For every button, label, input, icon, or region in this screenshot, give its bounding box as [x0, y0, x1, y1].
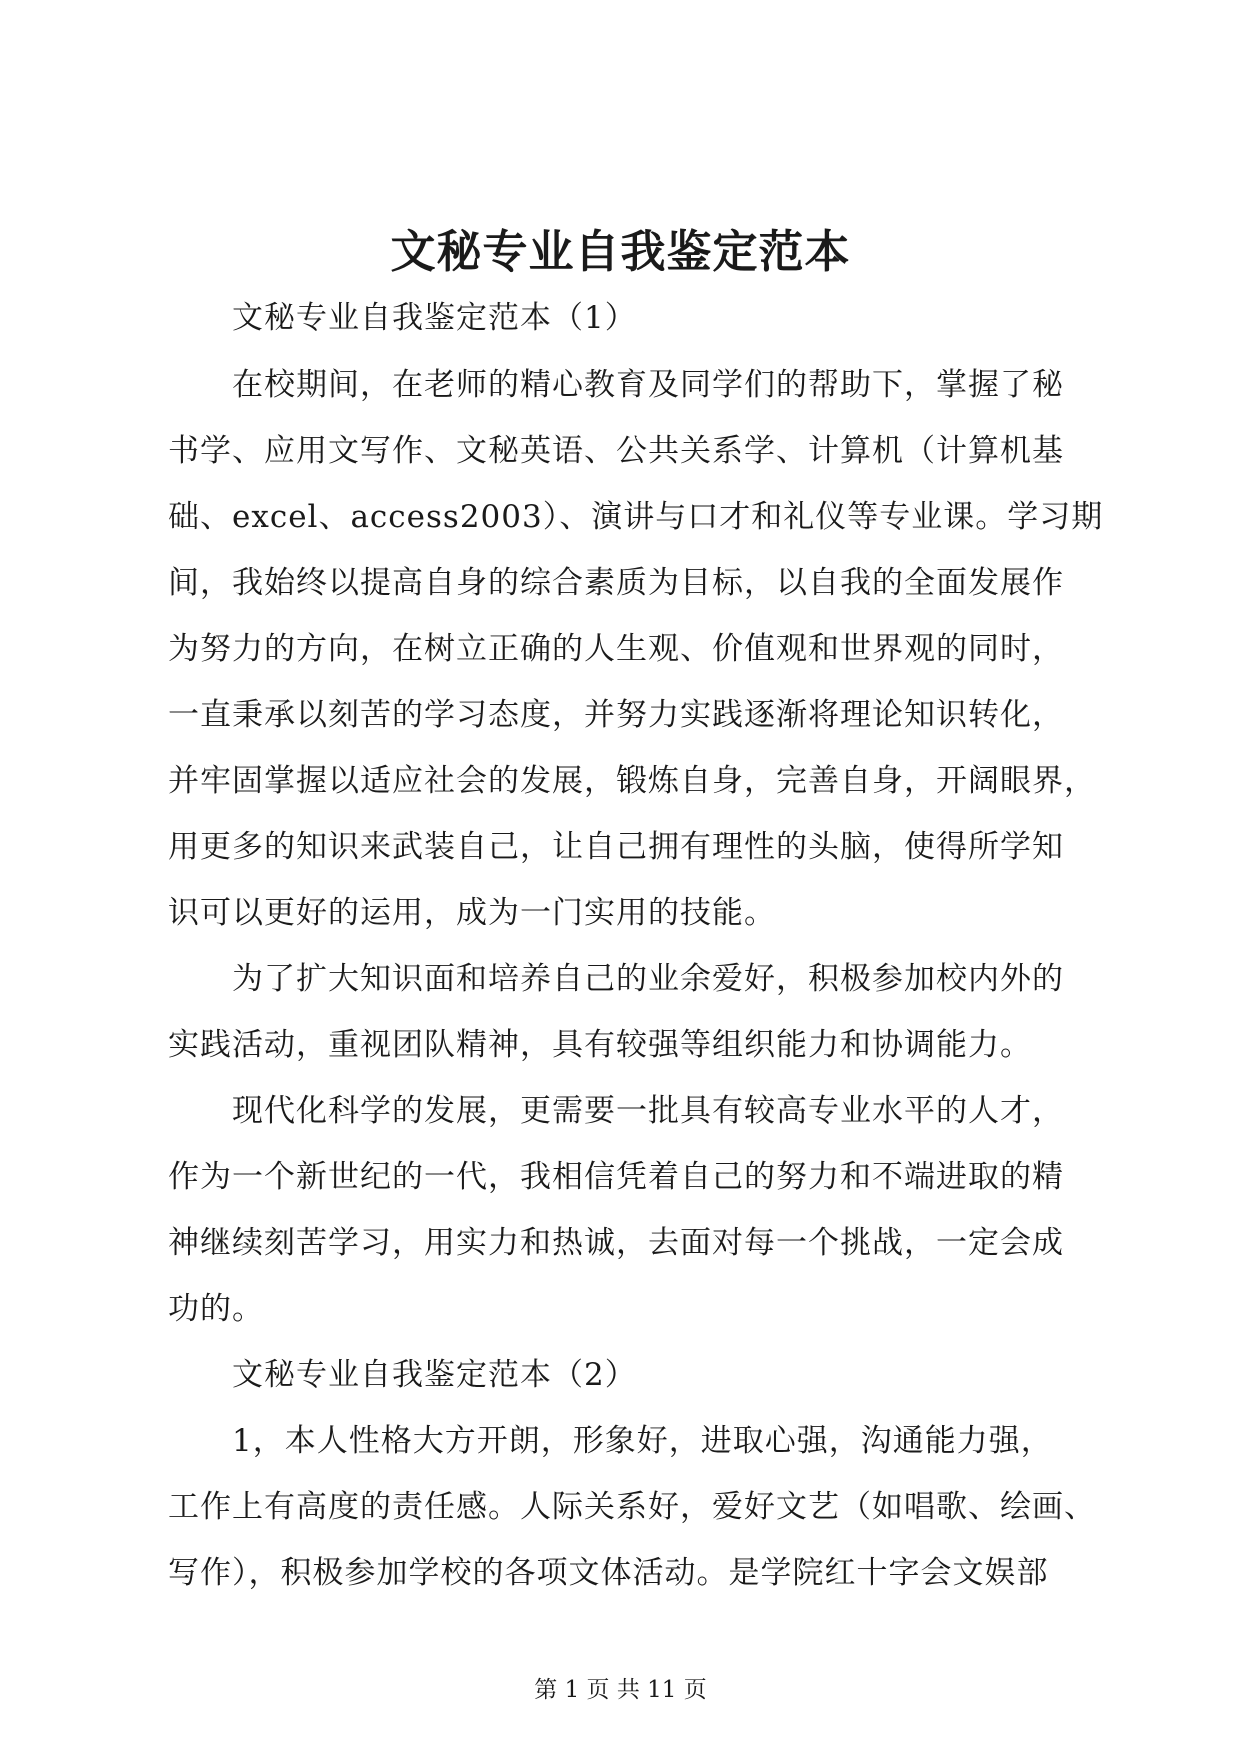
section-heading-1: 文秘专业自我鉴定范本（1） — [232, 300, 637, 336]
paragraph-line: 在校期间，在老师的精心教育及同学们的帮助下，掌握了秘 — [232, 367, 1064, 403]
paragraph-line: 并牢固掌握以适应社会的发展，锻炼自身，完善自身，开阔眼界， — [168, 763, 1096, 799]
paragraph-line: 1，本人性格大方开朗，形象好，进取心强，沟通能力强， — [232, 1423, 1053, 1459]
paragraph-line: 作为一个新世纪的一代，我相信凭着自己的努力和不端进取的精 — [168, 1159, 1064, 1195]
page-footer: 第 1 页 共 11 页 — [534, 1677, 707, 1703]
paragraph-line: 写作），积极参加学校的各项文体活动。是学院红十字会文娱部 — [168, 1555, 1049, 1591]
paragraph-line: 础、excel、access2003）、演讲与口才和礼仪等专业课。学习期 — [168, 499, 1104, 535]
paragraph-line: 工作上有高度的责任感。人际关系好，爱好文艺（如唱歌、绘画、 — [168, 1489, 1096, 1525]
paragraph-line: 用更多的知识来武装自己，让自己拥有理性的头脑，使得所学知 — [168, 829, 1064, 865]
paragraph-line: 为努力的方向，在树立正确的人生观、价值观和世界观的同时， — [168, 631, 1064, 667]
document-title: 文秘专业自我鉴定范本 — [390, 225, 851, 278]
paragraph-line: 一直秉承以刻苦的学习态度，并努力实践逐渐将理论知识转化， — [168, 697, 1064, 733]
paragraph-line: 书学、应用文写作、文秘英语、公共关系学、计算机（计算机基 — [168, 433, 1064, 469]
paragraph-line: 间，我始终以提高自身的综合素质为目标，以自我的全面发展作 — [168, 565, 1064, 601]
paragraph-line: 为了扩大知识面和培养自己的业余爱好，积极参加校内外的 — [232, 961, 1064, 997]
section-heading-2: 文秘专业自我鉴定范本（2） — [232, 1357, 637, 1393]
paragraph-line: 实践活动，重视团队精神，具有较强等组织能力和协调能力。 — [168, 1027, 1032, 1063]
paragraph-line: 神继续刻苦学习，用实力和热诚，去面对每一个挑战，一定会成 — [168, 1225, 1064, 1261]
paragraph-line: 现代化科学的发展，更需要一批具有较高专业水平的人才， — [232, 1093, 1064, 1129]
paragraph-line: 识可以更好的运用，成为一门实用的技能。 — [168, 895, 776, 931]
paragraph-line: 功的。 — [168, 1291, 264, 1327]
